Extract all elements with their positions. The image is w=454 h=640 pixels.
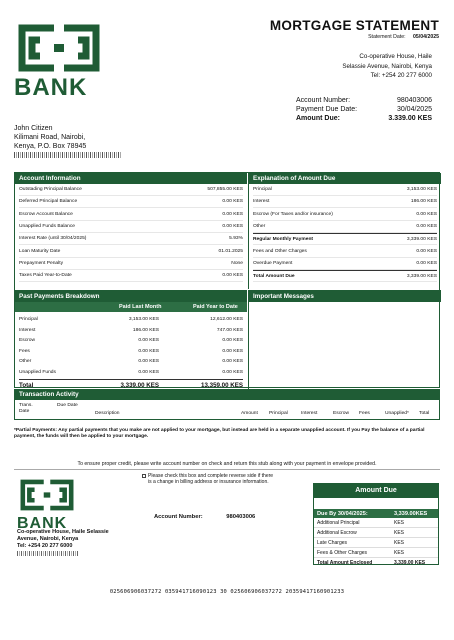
stub-amount-value[interactable]: KES [394,530,405,536]
explanation-value: 0.00 KES [416,211,437,217]
transaction-column-header: Trans. Date [19,403,33,414]
past-payment-row [19,347,243,358]
coop-logo-icon [14,22,104,74]
transactions-header: Transaction Activity [15,389,439,400]
statement-date-label: Statement Date: [368,34,406,40]
past-payment-last: 0.00 KES [138,359,159,364]
stub-amount-due-box [313,483,439,565]
account-label: Account Number: [296,97,351,104]
explanation-row [253,246,437,258]
stub-tel: Tel: +254 20 277 6000 [17,542,73,549]
past-payment-last: 0.00 KES [138,348,159,354]
past-payment-last: 3,153.00 KES [128,317,159,322]
past-payment-last: 0.00 KES [138,369,159,375]
past-payment-ytd: 0.00 KES [222,348,243,354]
stub-account-value: 980403006 [226,514,256,520]
account-info-label: Taxes Paid Year-to-Date [19,273,72,279]
explanation-label: Escrow (For Taxes and/or insurance) [253,211,333,217]
transaction-column-header: Due Date [57,403,78,408]
past-payment-row [19,357,243,368]
col-paid-last-month: Paid Last Month [119,304,162,310]
past-payment-label: Other [19,359,32,364]
statement-date-value: 05/04/2025 [413,34,439,40]
stub-account-label: Account Number: [154,514,203,520]
explanation-row [253,221,437,233]
bank-logo [14,22,104,101]
past-payment-ytd: 0.00 KES [222,359,243,364]
account-info-value: 0.00 KES [222,211,243,217]
customer-barcode [14,152,122,158]
transaction-column-header: Escrow [333,411,350,416]
explanation-header: Explanation of Amount Due [249,173,441,184]
stub-logo-text: BANK [17,515,68,532]
account-info-value: None [231,260,243,266]
transaction-column-header: Interest [301,411,318,416]
explanation-label: Principal [253,187,272,192]
past-payment-ytd: 0.00 KES [222,369,243,375]
account-info-label: Unapplied Funds Balance [19,223,76,229]
stub-bank-address [17,529,109,556]
micr-line: 025606906037272 035941716090123 30 025606906037272 20359417160901233 [109,589,345,595]
explanation-value: 3,153.00 KES [406,187,437,192]
explanation-value: 186.00 KES [410,199,437,205]
stub-amount-row [314,518,438,528]
explanation-row [253,196,437,208]
due-by-label: Due By 30/04/2025: [317,510,368,517]
past-payment-total-label: Total [19,382,34,389]
past-payment-ytd: 12,612.00 KES [210,317,243,322]
statement-title: MORTGAGE STATEMENT [269,18,439,33]
account-info-label: Loan Maturity Date [19,248,61,254]
stub-amount-due-header: Amount Due [314,484,438,498]
account-info-row [19,246,243,258]
account-info-label: Escrow Account Balance [19,211,73,217]
due-date-value: 30/04/2025 [396,106,432,113]
stub-amount-label: Additional Principal [317,520,360,526]
explanation-value: 3,339.00 KES [406,274,437,280]
transaction-column-header: Description [95,411,120,416]
stub-separator [14,469,440,470]
past-payment-row [19,326,243,337]
account-info-value: 507,855.00 KES [207,187,243,192]
statement-grid [14,172,440,388]
stub-instructions: To ensure proper credit, please write account number on check and return this stub along with your payment in envelope provided. [77,461,377,467]
stub-logo [17,478,77,532]
transaction-column-header: Unapplied* [385,411,409,416]
past-payment-row [19,336,243,347]
stub-amount-value[interactable]: KES [394,550,405,556]
past-payments-subheader [15,302,247,312]
explanation-value: 3,339.00 KES [406,237,437,243]
explanation-label: Overdue Payment [253,260,293,266]
explanation-label: Total Amount Due [253,274,295,280]
bank-address-line1: Co-operative House, Haile [359,53,432,60]
address-change-checkbox[interactable] [142,474,146,478]
explanation-row [253,233,437,245]
bank-logo-text: BANK [14,74,88,101]
explanation-panel [248,173,441,289]
stub-account [154,514,255,520]
transaction-column-header: Principal [269,411,288,416]
stub-amount-label: Late Charges [317,540,348,546]
account-info-value: 01.01.2025 [218,248,243,254]
account-info-row [19,209,243,221]
past-payment-total-last: 3,339.00 KES [120,382,159,389]
stub-address-2: Avenue, Nairobi, Kenya [17,535,79,542]
amount-due-value: 3.339.00 KES [388,115,432,122]
account-info-row [19,196,243,208]
checkbox-text-1: Please check this box and complete reverse side if there [148,473,274,479]
checkbox-text-2: is a change in billing address or insurance information. [148,479,269,485]
account-info-row [19,184,243,196]
stub-amount-row [314,538,438,548]
explanation-value: 0.00 KES [416,260,437,266]
bank-tel: Tel: +254 20 277 6000 [370,72,432,79]
amount-due-label: Amount Due: [296,115,340,122]
past-payment-ytd: 0.00 KES [222,338,243,343]
explanation-label: Regular Monthly Payment [253,237,314,243]
partial-payments-note: *Partial Payments: Any partial payments that you make are not applied to your mortgage, but instead are held in a separate unapplied account. If you Pay the balance of a partial payment, the funds will then be applied to your mortgage. [14,428,425,440]
account-summary [296,96,434,123]
past-payment-label: Principal [19,317,38,322]
stub-address-1: Co-operative House, Haile Selassie [17,529,109,535]
account-info-label: Deferred Principal Balance [19,199,78,205]
explanation-label: Other [253,223,266,229]
past-payment-last: 0.00 KES [138,338,159,343]
stub-amount-label: Fees & Other Charges [317,550,368,556]
explanation-row [253,209,437,221]
past-payment-row [19,368,243,379]
past-payment-last: 186.00 KES [132,327,159,333]
bank-address [342,52,432,81]
account-info-row [19,258,243,270]
stub-checkbox-area [148,473,308,485]
account-info-value: 0.00 KES [222,273,243,279]
stub-amount-value[interactable]: KES [394,520,405,526]
messages-panel [248,290,441,389]
explanation-row [253,258,437,270]
stub-amount-label: Total Amount Enclosed [317,560,373,566]
past-payment-label: Fees [19,348,30,354]
explanation-row [253,184,437,196]
statement-date [368,34,439,40]
past-payment-total-row [19,379,243,389]
stub-amount-value[interactable]: 3,339.00 KES [394,560,426,566]
explanation-value: 0.00 KES [416,223,437,229]
stub-amount-row [314,528,438,538]
past-payment-row [19,315,243,326]
coop-logo-icon [17,478,77,512]
messages-header: Important Messages [249,291,441,302]
customer-street: Kilimani Road, Nairobi, [14,134,86,141]
col-paid-ytd: Paid Year to Date [193,304,238,310]
account-info-header: Account Information [15,173,247,184]
customer-address [14,124,122,158]
past-payments-panel [15,290,247,389]
account-info-panel [15,173,247,289]
explanation-label: Interest [253,199,270,205]
past-payment-label: Unapplied Funds [19,369,56,375]
explanation-value: 0.00 KES [416,248,437,254]
past-payment-total-ytd: 13,359.00 KES [201,382,243,389]
account-info-row [19,233,243,245]
account-info-label: Prepayment Penalty [19,260,64,266]
account-info-value: 0.00 KES [222,199,243,205]
account-value: 980403006 [396,97,432,104]
past-payment-label: Interest [19,327,36,333]
bank-address-line2: Selassie Avenue, Nairobi, Kenya [342,62,432,70]
customer-po-box: Kenya, P.O. Box 78945 [14,143,87,150]
due-by-value: 3,339.00KES [394,510,428,517]
explanation-row [253,270,437,282]
stub-amount-row [314,548,438,558]
stub-amount-value[interactable]: KES [394,540,405,546]
transaction-column-header: Total [419,411,430,416]
account-info-label: Interest Rate (until 30/04/2025) [19,236,87,242]
customer-name: John Citizen [14,125,53,132]
account-info-value: 5.93% [229,236,243,242]
stub-amount-row [314,558,438,568]
transaction-column-header: Amount [241,411,258,416]
transactions-panel [14,389,440,420]
transaction-column-header: Fees [359,411,370,416]
stub-due-by-row [314,509,438,518]
stub-scribble [17,551,79,556]
account-info-value: 0.00 KES [222,223,243,229]
past-payment-label: Escrow [19,338,36,343]
stub-amount-label: Additional Escrow [317,530,357,536]
due-date-label: Payment Due Date: [296,106,358,113]
account-info-row [19,221,243,233]
account-info-row [19,270,243,282]
past-payments-header: Past Payments Breakdown [15,291,247,302]
explanation-label: Fees and Other Charges [253,248,307,254]
past-payment-ytd: 747.00 KES [216,327,243,333]
account-info-label: Outstading Principal Balance [19,187,82,192]
